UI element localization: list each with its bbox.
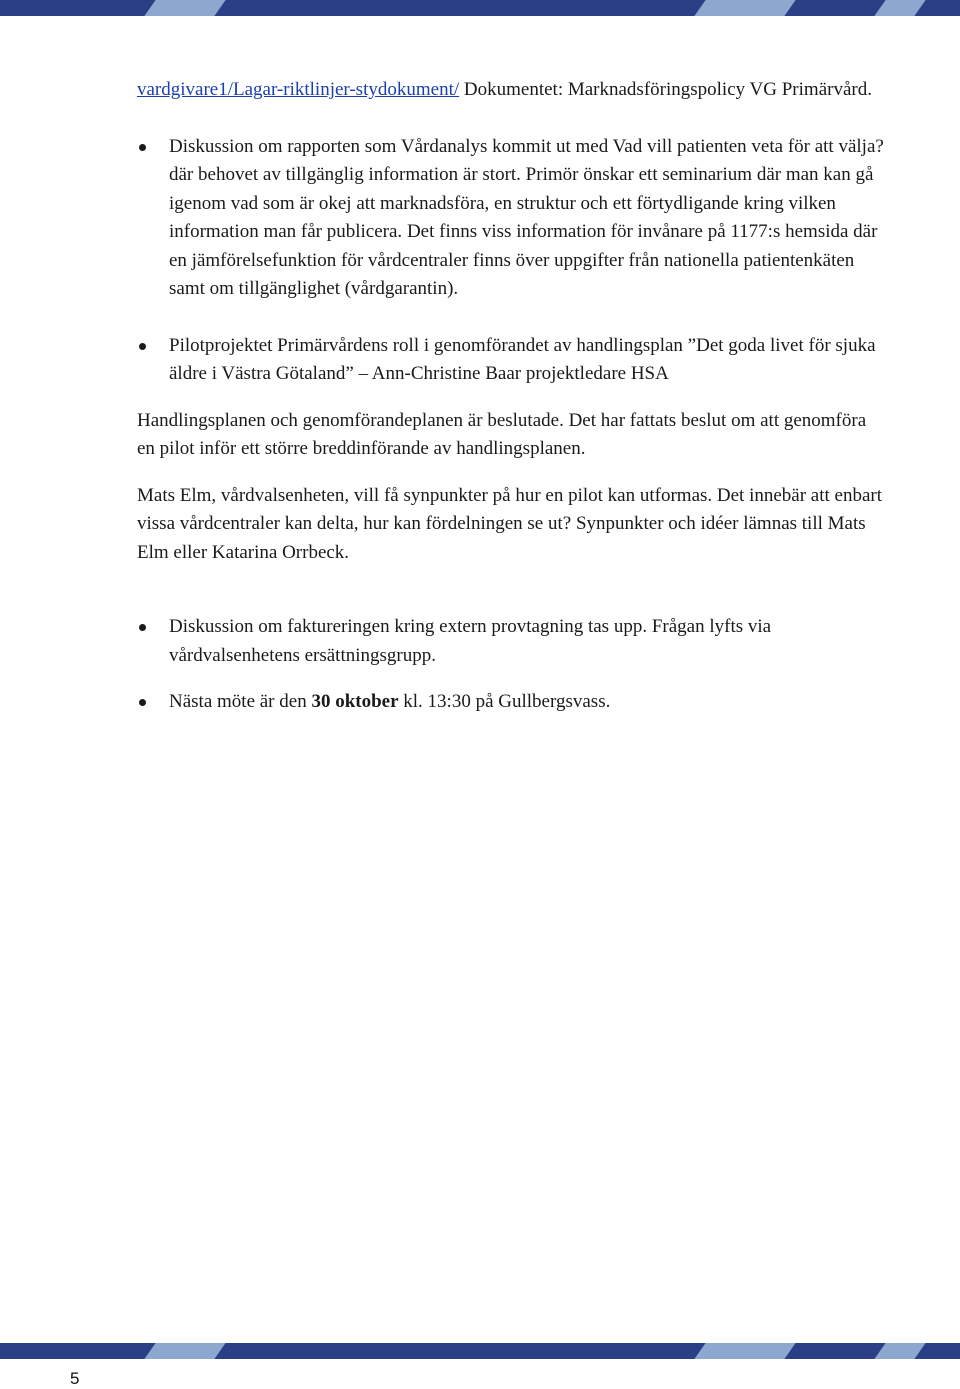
list-item	[137, 688, 887, 717]
bullet-text: kl. 13:30 på Gullbergsvass.	[398, 691, 611, 712]
footer-stripe	[694, 1343, 795, 1359]
bullet-icon	[139, 624, 146, 631]
list-item	[137, 613, 887, 670]
header-band	[0, 0, 960, 16]
paragraph: Handlingsplanen och genomförandeplanen är beslutade. Det har fattats beslut om att genomföra en pilot inför ett större breddinförande av handlingsplanen.	[137, 409, 867, 459]
meeting-date: 30 oktober	[311, 691, 399, 712]
bullet-list-3	[137, 613, 887, 670]
bullet-text: Diskussion om rapporten som Vårdanalys kommit ut med Vad vill patienten veta för att välja? där behovet av tillgänglig information är stort. Primör önskar ett seminarium där man kan gå igenom vad som är okej att marknadsföra, en struktur och ett förtydligande kring vilken information man får publicera.	[169, 135, 884, 242]
bullet-text: Det finns viss information för invånare på 1177:s hemsida där en jämförelsefunktion för vårdcentraler finns över uppgifter från nationella patientenkäten samt om tillgänglighet (vårdgarantin).	[169, 221, 878, 299]
document-link[interactable]: vardgivare1/Lagar-riktlinjer-stydokument/	[137, 79, 460, 100]
intro-paragraph	[137, 76, 887, 105]
footer-stripe	[144, 1343, 225, 1359]
list-item	[137, 133, 887, 304]
bullet-text: Diskussion om faktureringen kring extern provtagning tas upp. Frågan lyfts via vårdvalsenhetens ersättningsgrupp.	[169, 616, 772, 666]
bullet-icon	[139, 144, 146, 151]
header-stripe	[144, 0, 225, 16]
intro-text: Dokumentet: Marknadsföringspolicy VG Primärvård.	[459, 79, 872, 100]
document-body	[137, 76, 887, 717]
bullet-icon	[139, 343, 146, 350]
bullet-list-2	[137, 332, 887, 389]
page-number: 5	[70, 1369, 80, 1388]
footer-stripe	[874, 1343, 925, 1359]
bullet-list-4	[137, 688, 887, 717]
header-stripe	[874, 0, 925, 16]
bullet-text: Pilotprojektet Primärvårdens roll i genomförandet av handlingsplan ”Det goda livet för sjuka äldre i Västra Götaland” – Ann-Christine Baar projektledare HSA	[169, 334, 876, 384]
bullet-icon	[139, 699, 146, 706]
bullet-text: Nästa möte är den	[169, 691, 312, 712]
paragraph: Mats Elm, vårdvalsenheten, vill få synpunkter på hur en pilot kan utformas. Det innebär att enbart vissa vårdcentraler kan delta, hur kan fördelningen se ut? Synpunkter och idéer lämnas till Mats Elm eller Katarina Orrbeck.	[137, 484, 883, 563]
footer-band	[0, 1343, 960, 1359]
bullet-list-1	[137, 133, 887, 304]
list-item	[137, 332, 887, 389]
header-stripe	[694, 0, 795, 16]
